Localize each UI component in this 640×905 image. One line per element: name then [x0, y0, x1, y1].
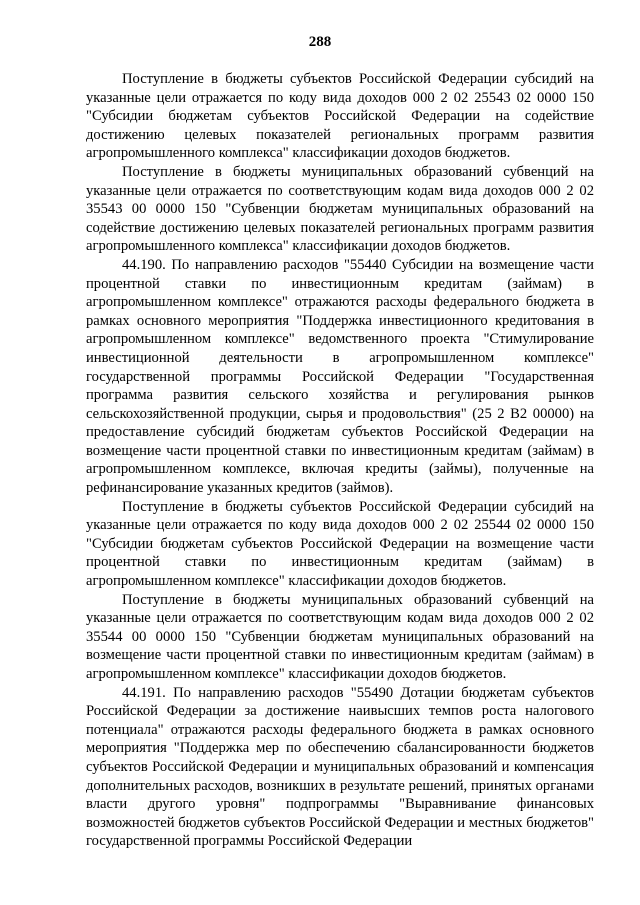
paragraph-44-190: 44.190. По направлению расходов "55440 Субсидии на возмещение части процентной ставки по инвестиционным кредитам (займам) в агропромышленном комплексе" отражаются расходы федерального бюджета в рамках основного мероприятия "Поддержка инвестиционного кредитования в агропромышленном комплексе" ведомственного проекта "Стимулирование инвестиционной деятельности в агропромышленном комплексе" государственной программы Российской Федерации "Государственная программа развития сельского хозяйства и регулирования рынков сельскохозяйственной продукции, сырья и продовольствия" (25 2 В2 00000) на предоставление субсидий бюджетам субъектов Российской Федерации на возмещение части процентной ставки по инвестиционным кредитам (займам) в агропромышленном комплексе, включая кредиты (займы), полученные на рефинансирование указанных кредитов (займов).: [86, 256, 594, 497]
document-body: [86, 70, 594, 851]
page-number: 288: [308, 34, 332, 50]
paragraph-subventions-municipal-35543: Поступление в бюджеты муниципальных образований субвенций на указанные цели отражается по соответствующим кодам вида доходов 000 2 02 35543 00 0000 150 "Субвенции бюджетам муниципальных образований на содействие достижению целевых показателей региональных программ развития агропромышленного комплекса" классификации доходов бюджетов.: [86, 163, 594, 255]
paragraph-subventions-municipal-35544: Поступление в бюджеты муниципальных образований субвенций на указанные цели отражается по соответствующим кодам вида доходов 000 2 02 35544 00 0000 150 "Субвенции бюджетам муниципальных образований на возмещение части процентной ставки по инвестиционным кредитам (займам) в агропромышленном комплексе" классификации доходов бюджетов.: [86, 591, 594, 682]
paragraph-subsidies-regions-25544: Поступление в бюджеты субъектов Российской Федерации субсидий на указанные цели отражается по коду вида доходов 000 2 02 25544 02 0000 150 "Субсидии бюджетам субъектов Российской Федерации на возмещение части процентной ставки по инвестиционным кредитам (займам) в агропромышленном комплексе" классификации доходов бюджетов.: [86, 498, 594, 590]
paragraph-subsidies-regions-25543: Поступление в бюджеты субъектов Российской Федерации субсидий на указанные цели отражается по коду вида доходов 000 2 02 25543 02 0000 150 "Субсидии бюджетам субъектов Российской Федерации на содействие достижению целевых показателей региональных программ развития агропромышленного комплекса" классификации доходов бюджетов.: [86, 71, 594, 162]
paragraph-44-191: 44.191. По направлению расходов "55490 Дотации бюджетам субъектов Российской Федерации за достижение наивысших темпов роста налогового потенциала" отражаются расходы федерального бюджета в рамках основного мероприятия "Поддержка мер по обеспечению сбалансированности бюджетов субъектов Российской Федерации и муниципальных образований и компенсация дополнительных расходов, возникших в результате решений, принятых органами власти другого уровня" подпрограммы "Выравнивание финансовых возможностей бюджетов субъектов Российской Федерации и местных бюджетов" государственной программы Российской Федерации: [86, 684, 594, 850]
